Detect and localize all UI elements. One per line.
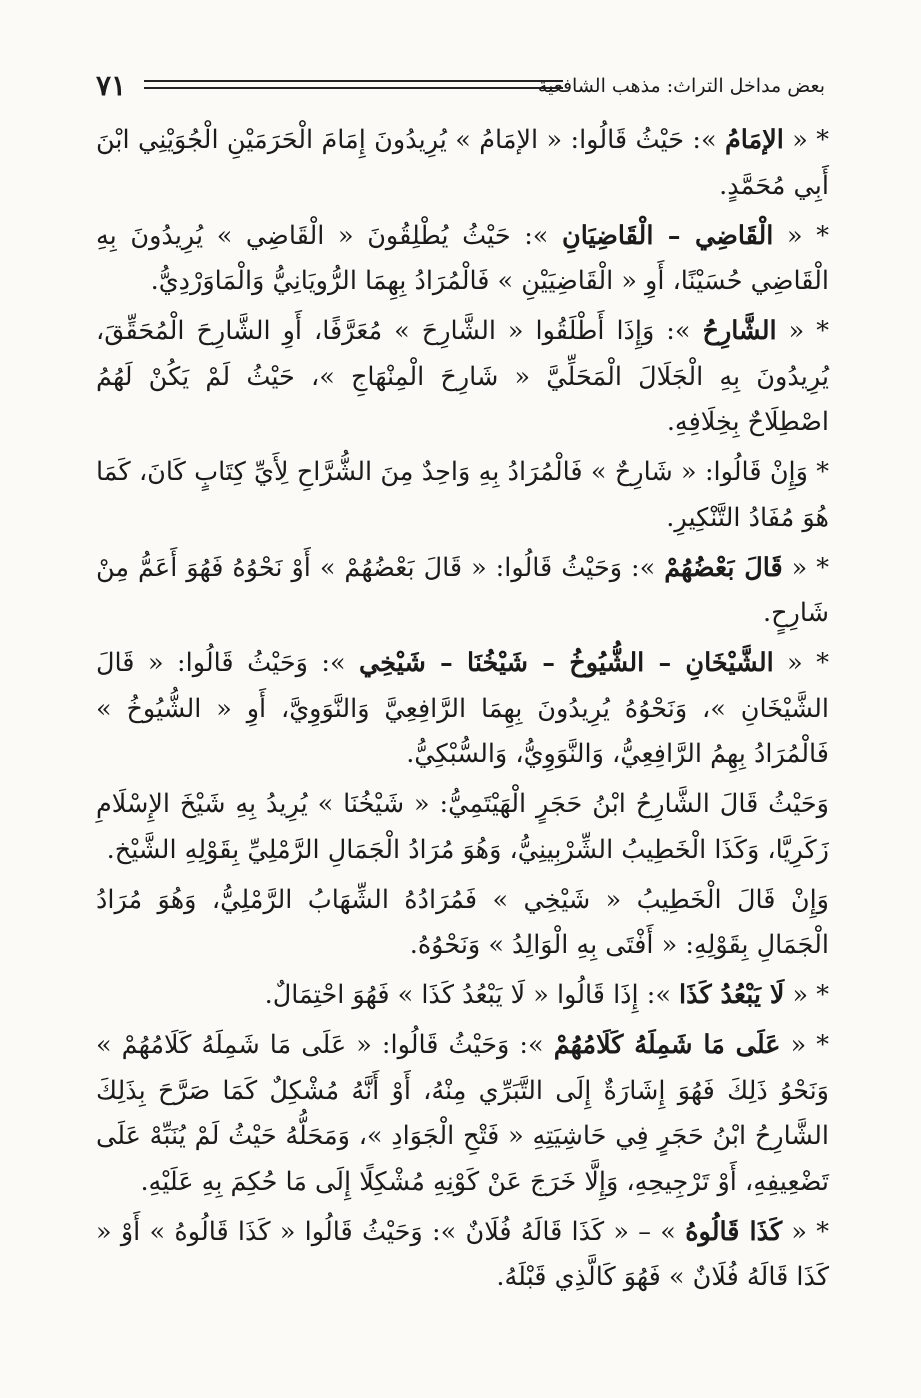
paragraph-lead: * «	[783, 125, 829, 155]
page-body	[96, 118, 829, 1305]
paragraph	[96, 641, 829, 778]
paragraph	[96, 1023, 829, 1205]
paragraph-lead: *	[807, 457, 830, 487]
paragraph-lead: * «	[776, 316, 829, 346]
paragraph-text: »: وَحَيْثُ قَالُوا: « عَلَى مَا شَمِلَهُ كَلَامُهُمْ » وَنَحْوُ ذَلِكَ فَهُوَ إِشَارَةٌ إِلَى التَّبَرِّي مِنْهُ، أَوْ أَنَّهُ مُشْكِلٌ كَمَا صَرَّحَ بِذَلِكَ الشَّارِحُ ابْنُ حَجَرٍ فِي حَاشِيَتِهِ « فَتْحِ الْجَوَادِ »، وَمَحَلُّهُ حَيْثُ لَمْ يُنَبِّهْ عَلَى تَضْعِيفِهِ، أَوْ تَرْجِيحِهِ، وَإِلَّا خَرَجَ عَنْ كَوْنِهِ مُشْكِلًا إِلَى مَا حُكِمَ بِهِ عَلَيْهِ.	[96, 1030, 829, 1197]
paragraph-text: »: وَحَيْثُ قَالُوا: « قَالَ بَعْضُهُمْ » أَوْ نَحْوُهُ فَهُوَ أَعَمُّ مِنْ شَارِحٍ.	[96, 552, 829, 628]
paragraph-lead: * «	[773, 220, 829, 251]
paragraph	[96, 118, 829, 209]
paragraph-lead: * «	[782, 1216, 829, 1247]
paragraph	[96, 546, 829, 637]
term-heading: الشَّارِحُ	[702, 316, 777, 346]
term-heading: قَالَ بَعْضُهُمْ	[664, 552, 783, 583]
paragraph-text: » – « كَذَا قَالَهُ فُلَانٌ »: وَحَيْثُ قَالُوا « كَذَا قَالُوهُ » أَوْ « كَذَا قَالَهُ فُلَانٌ » فَهُوَ كَالَّذِي قَبْلَهُ.	[96, 1216, 829, 1292]
header-double-rule	[144, 80, 563, 89]
term-heading: عَلَى مَا شَمِلَهُ كَلَامُهُمْ	[553, 1030, 781, 1060]
paragraph	[96, 878, 829, 969]
paragraph-text: »: حَيْثُ قَالُوا: « الإمَامُ » يُرِيدُونَ إِمَامَ الْحَرَمَيْنِ الْجُوَيْنِي ابْنَ أَبِي مُحَمَّدٍ.	[96, 125, 829, 201]
paragraph	[96, 450, 829, 541]
paragraph-text: »: وَحَيْثُ قَالُوا: « قَالَ الشَّيْخَانِ »، وَنَحْوُهُ يُرِيدُونَ بِهِمَا الرَّافِعِيَّ وَالنَّوَوِيَّ، أَوِ « الشُّيُوخُ » فَالْمُرَادُ بِهِمُ الرَّافِعِيُّ، وَالنَّوَوِيُّ، وَالسُّبْكِيُّ.	[96, 648, 829, 769]
paragraph-text: وَحَيْثُ قَالَ الشَّارِحُ ابْنُ حَجَرٍ الْهَيْتَمِيُّ: « شَيْخُنَا » يُرِيدُ بِهِ شَيْخَ الإِسْلَامِ زَكَرِيَّا، وَكَذَا الْخَطِيبُ الشِّرْبِينِيُّ، وَهُوَ مُرَادُ الْجَمَالِ الرَّمْلِيِّ بِقَوْلِهِ الشَّيْخ.	[96, 789, 829, 865]
term-heading: الشَّيْخَانِ – الشُّيُوخُ – شَيْخُنَا – شَيْخِي	[359, 648, 774, 678]
paragraph	[96, 782, 829, 873]
paragraph-text: »: إِذَا قَالُوا « لَا يَبْعُدُ كَذَا » فَهُوَ احْتِمَالٌ.	[264, 980, 680, 1010]
term-heading: الْقَاضِي – الْقَاضِيَانِ	[562, 220, 774, 251]
paragraph-text: »: حَيْثُ يُطْلِقُونَ « الْقَاضِي » يُرِيدُونَ بِهِ الْقَاضِي حُسَيْنًا، أَوِ « الْقَاضِيَيْنِ » فَالْمُرَادُ بِهِمَا الرُّويَانِيُّ وَالْمَاوَرْدِيُّ.	[96, 220, 829, 296]
term-heading: كَذَا قَالُوهُ	[685, 1216, 783, 1247]
page-header	[96, 66, 825, 106]
paragraph	[96, 214, 829, 305]
paragraph	[96, 1210, 829, 1301]
paragraph-text: وَإِنْ قَالَ الْخَطِيبُ « شَيْخِي » فَمُرَادُهُ الشِّهَابُ الرَّمْلِيُّ، وَهُوَ مُرَادُ الْجَمَالِ بِقَوْلِهِ: « أَفْتَى بِهِ الْوَالِدُ » وَنَحْوُهُ.	[96, 884, 829, 960]
paragraph-lead: * «	[782, 552, 829, 583]
paragraph-lead: * «	[780, 1030, 829, 1060]
page-number: ٧١	[96, 69, 127, 102]
term-heading: الإمَامُ	[724, 125, 784, 155]
paragraph-text: »: وَإِذَا أَطْلَقُوا « الشَّارِحَ » مُعَرَّفًا، أَوِ الشَّارِحَ الْمُحَقِّقَ، يُرِيدُونَ بِهِ الْجَلَالَ الْمَحَلِّيَّ « شَارِحَ الْمِنْهَاجِ »، حَيْثُ لَمْ يَكُنْ لَهُمُ اصْطِلَاحٌ بِخِلَافِهِ.	[96, 316, 829, 437]
paragraph-lead: * «	[773, 648, 829, 678]
running-title: بعض مداخل التراث: مذهب الشافعية	[537, 75, 825, 97]
paragraph	[96, 309, 829, 446]
paragraph-lead: * «	[784, 980, 829, 1010]
paragraph	[96, 973, 829, 1019]
term-heading: لَا يَبْعُدُ كَذَا	[679, 980, 785, 1010]
paragraph-text: وَإِنْ قَالُوا: « شَارِحٌ » فَالْمُرَادُ بِهِ وَاحِدٌ مِنَ الشُّرَّاحِ لِأَيِّ كِتَابٍ كَانَ، كَمَا هُوَ مُفَادُ التَّنْكِيرِ.	[96, 457, 829, 533]
